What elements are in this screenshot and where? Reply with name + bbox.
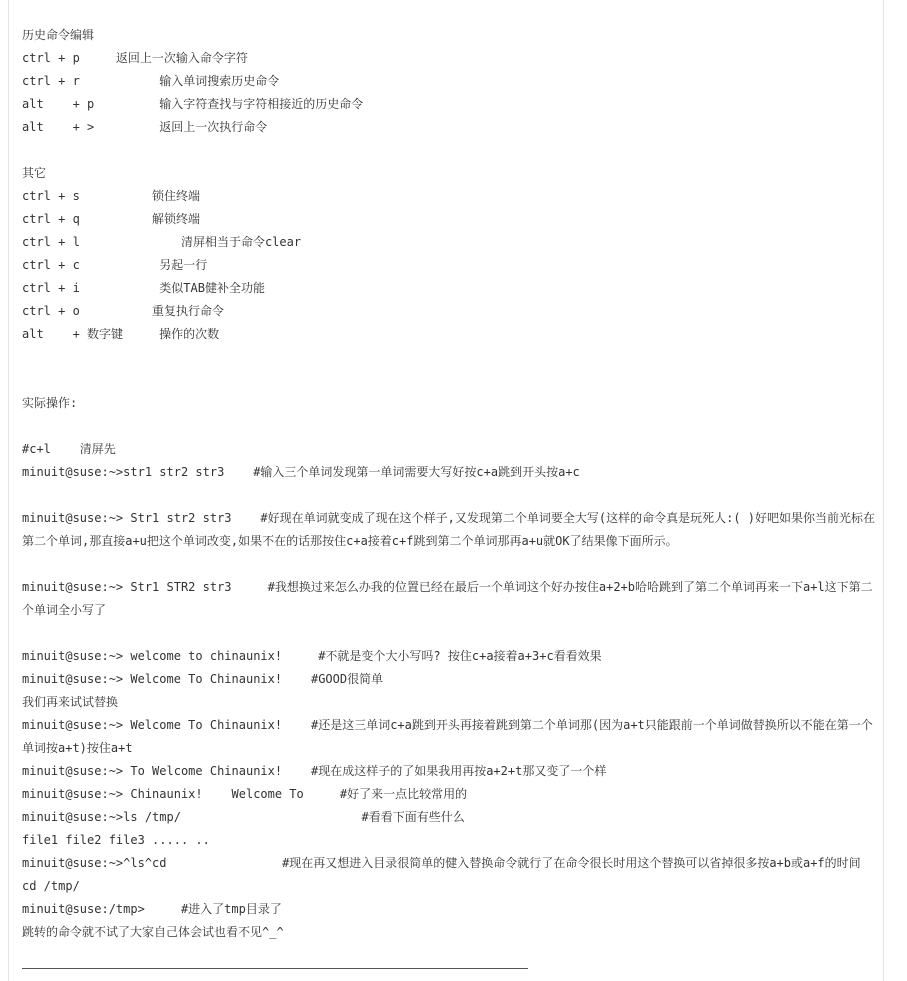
text-line: minuit@suse:~> Welcome To Chinaunix! #还是这三单词c+a跳到开头再接着跳到第二个单词那(因为a+t只能跟前一个单词做替换所以不能在第一个单词按a+t)按住a+t [22, 718, 873, 755]
text-line: ctrl + q 解锁终端 [22, 212, 201, 226]
blank-line [22, 415, 884, 438]
text-line: 历史命令编辑 [22, 28, 95, 42]
blank-line [22, 553, 884, 576]
text-line: ctrl + c 另起一行 [22, 258, 208, 272]
text-line: alt + p 输入字符查找与字符相接近的历史命令 [22, 97, 364, 111]
blank-line [22, 484, 884, 507]
blank-line [22, 346, 884, 369]
text-line: ctrl + o 重复执行命令 [22, 304, 225, 318]
text-line: minuit@suse:~> Chinaunix! Welcome To #好了来一点比较常用的 [22, 787, 468, 801]
text-line: cd /tmp/ [22, 879, 80, 893]
text-line: file1 file2 file3 ..... .. [22, 833, 210, 847]
text-line: minuit@suse:/tmp> #进入了tmp目录了 [22, 902, 282, 916]
text-line: 跳转的命令就不试了大家自己体会试也看不见^_^ [22, 925, 284, 939]
text-line: minuit@suse:~>str1 str2 str3 #输入三个单词发现第一单词需要大写好按c+a跳到开头按a+c [22, 465, 580, 479]
blank-line [22, 622, 884, 645]
text-line: minuit@suse:~> To Welcome Chinaunix! #现在成这样子的了如果我用再按a+2+t那又变了一个样 [22, 764, 607, 778]
text-line: ctrl + r 输入单词搜索历史命令 [22, 74, 280, 88]
text-line: 我们再来试试替换 [22, 695, 119, 709]
text-line: ctrl + p 返回上一次输入命令字符 [22, 51, 248, 65]
text-line: minuit@suse:~>ls /tmp/ #看看下面有些什么 [22, 810, 465, 824]
text-line: ctrl + l 清屏相当于命令clear [22, 235, 302, 249]
article-body [22, 24, 884, 944]
text-line: minuit@suse:~>^ls^cd #现在再又想进入目录很简单的健入替换命令就行了在命令很长时用这个替换可以省掉很多按a+b或a+f的时间 [22, 856, 861, 870]
text-line: 其它 [22, 166, 47, 180]
blank-line [22, 139, 884, 162]
text-line: minuit@suse:~> Str1 str2 str3 #好现在单词就变成了现在这个样子,又发现第二个单词要全大写(这样的命令真是玩死人:( )好吧如果你当前光标在第二个单词,那直接a+u把这个单词改变,如果不在的话那按住c+a接着c+f跳到第二个单词那再a+u就OK了结果像下面所示。 [22, 511, 875, 548]
text-line: alt + 数字键 操作的次数 [22, 327, 220, 341]
text-line: #c+l 清屏先 [22, 442, 116, 456]
blank-line [22, 369, 884, 392]
text-line: 实际操作: [22, 396, 78, 410]
text-line: minuit@suse:~> Welcome To Chinaunix! #GOOD很简单 [22, 672, 384, 686]
text-line: ctrl + s 锁住终端 [22, 189, 201, 203]
divider-line [22, 968, 528, 969]
text-line: ctrl + i 类似TAB健补全功能 [22, 281, 265, 295]
text-line: alt + > 返回上一次执行命令 [22, 120, 268, 134]
text-line: minuit@suse:~> Str1 STR2 str3 #我想换过来怎么办我的位置已经在最后一个单词这个好办按住a+2+b哈哈跳到了第二个单词再来一下a+l这下第二个单词全小写了 [22, 580, 873, 617]
text-line: minuit@suse:~> welcome to chinaunix! #不就是变个大小写吗? 按住c+a接着a+3+c看看效果 [22, 649, 602, 663]
